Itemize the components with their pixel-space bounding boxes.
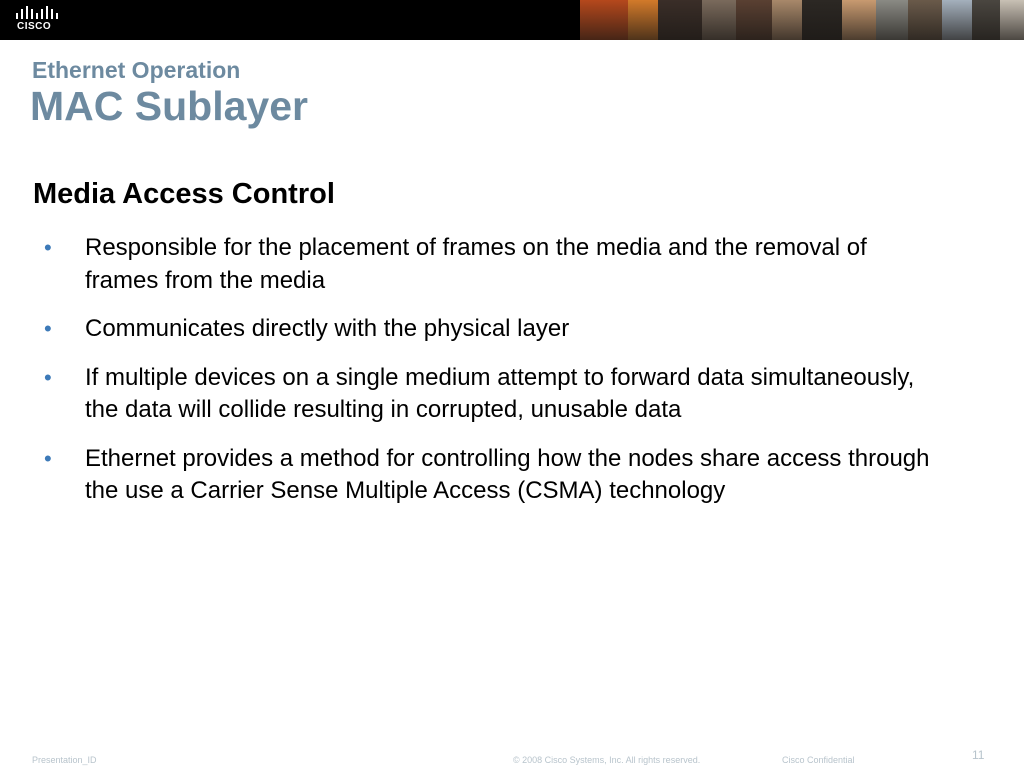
bullet-item (44, 362, 944, 427)
header-photo-tile (942, 0, 972, 40)
section-heading: Media Access Control (33, 178, 335, 210)
cisco-bridge-icon (14, 6, 58, 20)
header-photo-tile (628, 0, 658, 40)
header-photo-tile (736, 0, 772, 40)
header-photo-tile (842, 0, 876, 40)
header-photo-tile (702, 0, 736, 40)
bullet-item (44, 232, 944, 297)
footer-presentation-id: Presentation_ID (32, 755, 97, 765)
slide-title: MAC Sublayer (30, 83, 308, 129)
cisco-logo (14, 6, 58, 34)
header-photo-tile (876, 0, 908, 40)
bullet-text: Responsible for the placement of frames on the media and the removal of frames from the media (85, 234, 867, 294)
bullet-text: Ethernet provides a method for controlling how the nodes share access through the use a Carrier Sense Multiple Access (CSMA) technology (85, 444, 930, 504)
header-photo-tile (908, 0, 942, 40)
footer-copyright: © 2008 Cisco Systems, Inc. All rights reserved. (513, 755, 701, 765)
bullet-text: Communicates directly with the physical layer (85, 315, 570, 342)
header-photo-tile (772, 0, 802, 40)
page-number: 11 (972, 748, 985, 762)
header-photo-tile (658, 0, 702, 40)
header-band (0, 0, 1024, 40)
bullet-dot-icon: • (44, 316, 52, 341)
header-photo-tile (802, 0, 842, 40)
footer-confidential: Cisco Confidential (782, 755, 855, 765)
slide-subtitle: Ethernet Operation (32, 57, 241, 83)
header-photo-strip (580, 0, 1024, 40)
header-photo-tile (580, 0, 628, 40)
header-photo-tile (1000, 0, 1024, 40)
cisco-logo-text: CISCO (17, 21, 52, 32)
bullet-list (44, 232, 944, 524)
bullet-item (44, 313, 944, 346)
bullet-dot-icon: • (44, 235, 52, 260)
bullet-item (44, 443, 944, 508)
bullet-dot-icon: • (44, 364, 52, 390)
bullet-dot-icon: • (44, 445, 52, 471)
bullet-text: If multiple devices on a single medium attempt to forward data simultaneously, the data will collide resulting in corrupted, unusable data (85, 363, 915, 423)
header-photo-tile (972, 0, 1000, 40)
